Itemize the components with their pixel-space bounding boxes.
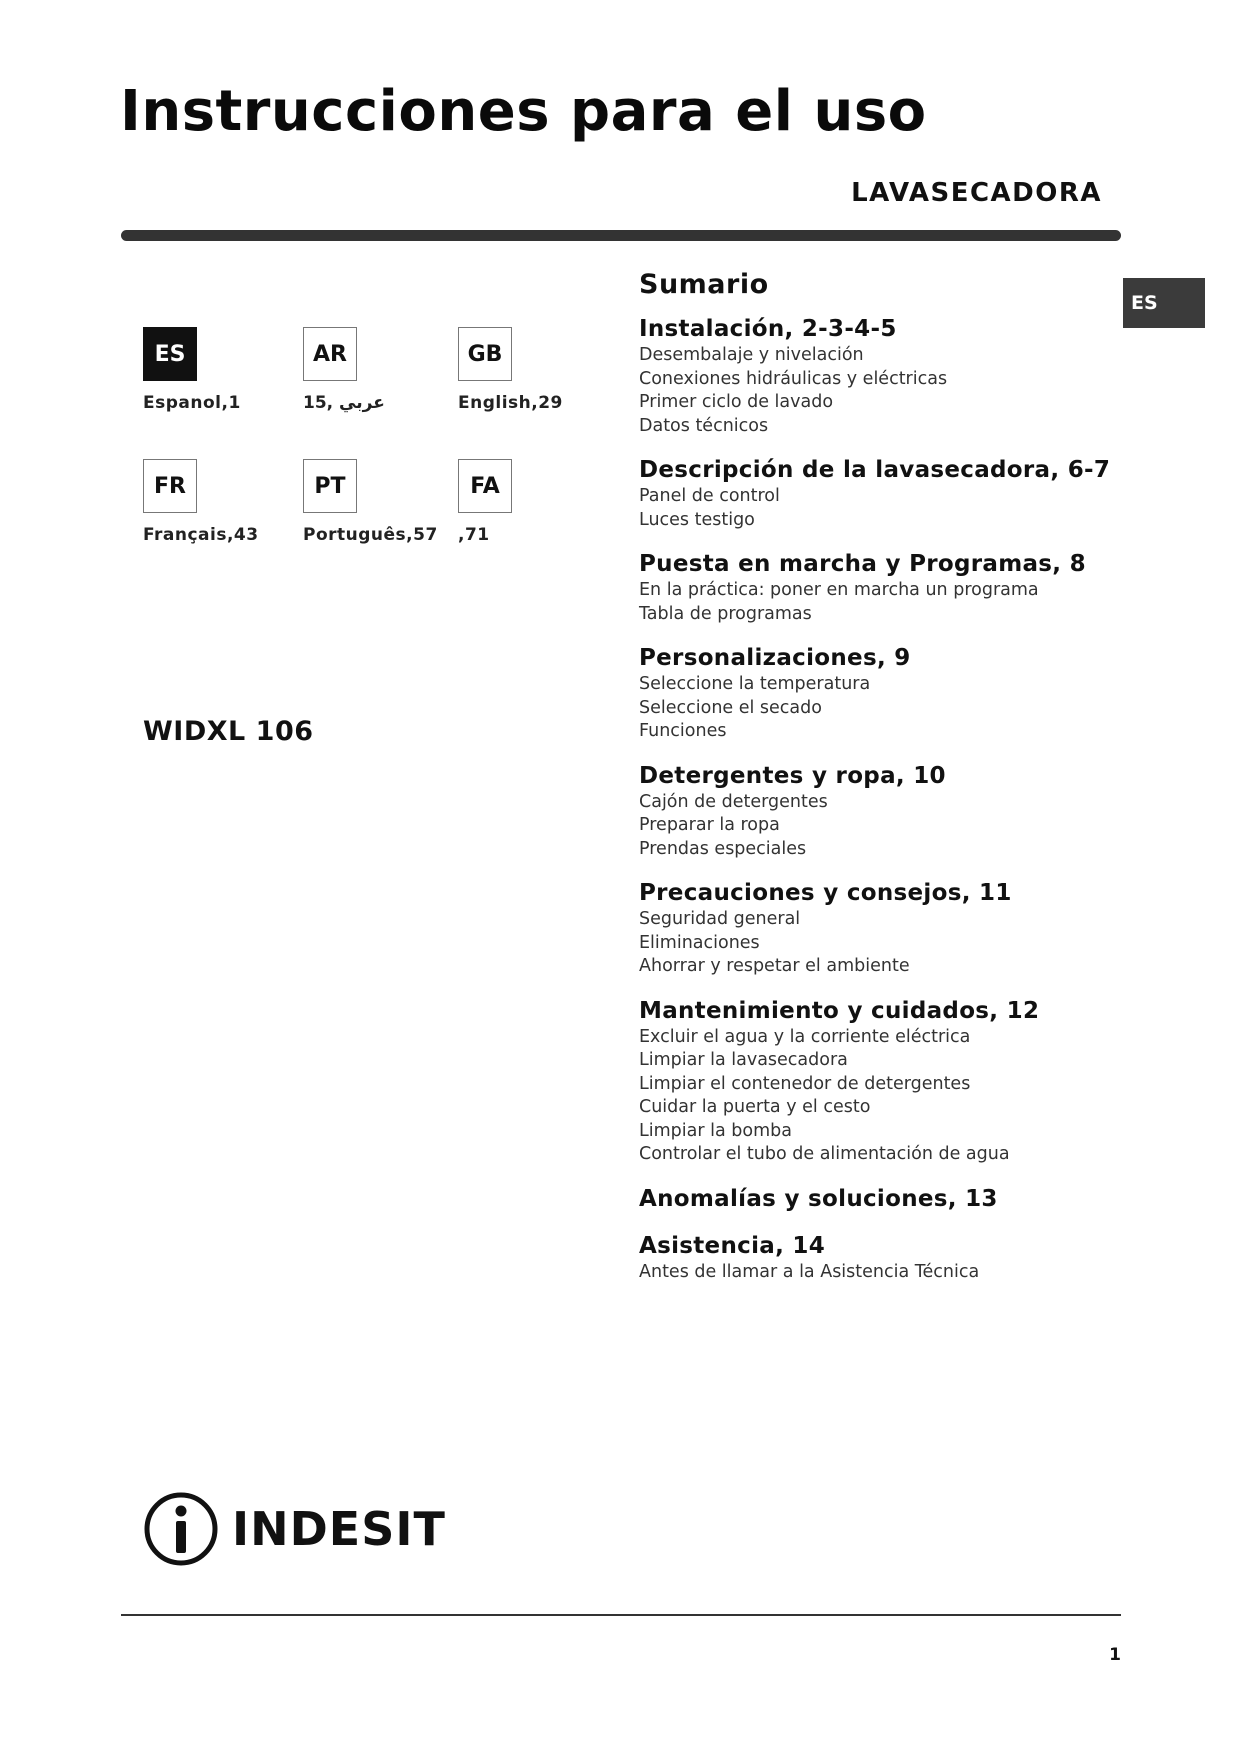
toc-item: Eliminaciones [639,932,760,953]
toc-section-heading: Anomalías y soluciones, 13 [639,1185,998,1212]
toc-item: Limpiar la lavasecadora [639,1050,848,1070]
toc-section-heading: Asistencia, 14 [639,1232,826,1259]
toc-item: Conexiones hidráulicas y eléctricas [639,368,948,389]
toc-section [639,643,1179,744]
brand-logo [142,1490,446,1568]
toc-section [639,455,1179,532]
toc-item: Ahorrar y respetar el ambiente [639,956,910,976]
brand-name: INDESIT [232,1502,446,1556]
toc-section [639,1184,1179,1214]
language-code-box: FR [143,459,197,513]
language-tab: ES [1123,278,1205,328]
toc-item: Controlar el tubo de alimentación de agua [639,1144,1010,1164]
language-page-label: Português,57 [303,525,438,545]
toc-item: Tabla de programas [639,603,812,624]
language-entry-fr [143,459,303,545]
language-code-box: AR [303,327,357,381]
language-entry-gb [458,327,618,413]
language-page-label: ,71 [458,525,490,545]
toc-item: Limpiar el contenedor de detergentes [639,1073,971,1094]
toc-section [639,761,1179,862]
toc-section [639,996,1179,1167]
toc-item: Cajón de detergentes [639,791,828,812]
toc-item: En la práctica: poner en marcha un programa [639,580,1039,600]
toc-item: Funciones [639,721,727,741]
language-page-label: English,29 [458,393,563,413]
toc-section-heading: Mantenimiento y cuidados, 12 [639,997,1040,1024]
language-code-box: FA [458,459,512,513]
toc-section-heading: Detergentes y ropa, 10 [639,762,946,789]
footer-divider [121,1614,1121,1616]
toc-item: Antes de llamar a la Asistencia Técnica [639,1261,980,1282]
toc-item: Prendas especiales [639,838,807,859]
toc-section-heading: Precauciones y consejos, 11 [639,880,1012,906]
toc-item: Luces testigo [639,509,755,530]
language-page-label: Espanol,1 [143,393,241,413]
language-code-box: GB [458,327,512,381]
toc-section [639,878,1179,979]
language-code-box: PT [303,459,357,513]
toc-sections [639,314,1179,1284]
language-code-box: ES [143,327,197,381]
toc-item: Panel de control [639,486,780,506]
toc-item: Excluir el agua y la corriente eléctrica [639,1026,971,1047]
toc-item: Primer ciclo de lavado [639,392,834,412]
toc-title: Sumario [639,269,769,300]
toc-section-heading: Personalizaciones, 9 [639,645,911,671]
toc-section-heading: Instalación, 2-3-4-5 [639,316,897,342]
indesit-i-logo-icon [142,1490,220,1568]
toc-item: Seleccione el secado [639,697,822,718]
toc-item: Datos técnicos [639,415,769,436]
toc-item: Cuidar la puerta y el cesto [639,1097,871,1117]
model-number: WIDXL 106 [143,716,314,747]
toc-item: Desembalaje y nivelación [639,345,864,365]
toc-section-heading: Descripción de la lavasecadora, 6-7 [639,457,1111,483]
language-entry-es [143,327,303,413]
toc-section [639,1231,1179,1285]
toc-item: Seleccione la temperatura [639,674,871,694]
language-page-label: عربي ,15 [303,393,385,413]
toc-item: Seguridad general [639,909,801,929]
document-title: Instrucciones para el uso [120,79,927,144]
language-entry-fa [458,459,618,545]
toc-section [639,314,1179,438]
header-divider [121,230,1121,241]
language-page-label: Français,43 [143,525,259,545]
product-type: LAVASECADORA [851,178,1102,208]
language-entry-ar [303,327,463,413]
toc-item: Limpiar la bomba [639,1120,792,1141]
toc-section-heading: Puesta en marcha y Programas, 8 [639,551,1086,577]
toc-item: Preparar la ropa [639,815,780,835]
toc-section [639,549,1179,626]
page-number: 1 [1109,1645,1121,1665]
language-index [143,327,603,557]
language-entry-pt [303,459,463,545]
table-of-contents [639,268,1179,1301]
